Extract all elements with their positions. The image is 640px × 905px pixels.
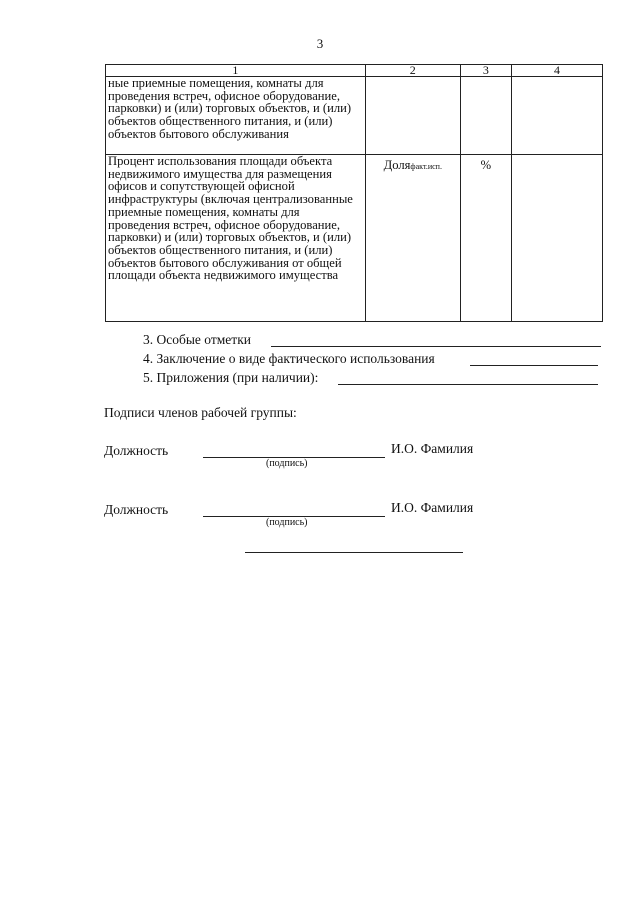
row-indicator: [365, 77, 460, 155]
signature-caption-1: (подпись): [266, 458, 308, 469]
header-cell-4: 4: [511, 65, 602, 77]
header-cell-2: 2: [365, 65, 460, 77]
signature-name-1: И.О. Фамилия: [391, 441, 474, 456]
header-cell-1: 1: [106, 65, 366, 77]
table-header-row: [106, 65, 603, 77]
indicator-main: Доля: [383, 158, 411, 172]
table-row: [106, 155, 603, 322]
row-indicator: [365, 155, 460, 322]
attachments-field[interactable]: [338, 384, 598, 385]
signatures-heading: Подписи членов рабочей группы:: [104, 405, 297, 420]
special-notes-label: 3. Особые отметки: [143, 332, 251, 347]
signature-role-2: Должность: [104, 502, 169, 517]
conclusion-field[interactable]: [470, 365, 598, 366]
signature-caption-2: (подпись): [266, 517, 308, 528]
special-notes-field[interactable]: [271, 346, 601, 347]
table-row: [106, 77, 603, 155]
attachments-label: 5. Приложения (при наличии):: [143, 370, 319, 385]
assessment-table: [105, 64, 603, 322]
row-unit: %: [460, 155, 511, 322]
conclusion-label: 4. Заключение о виде фактического использования: [143, 351, 435, 366]
row-value: [511, 155, 602, 322]
signature-name-2: И.О. Фамилия: [391, 500, 474, 515]
row-value: [511, 77, 602, 155]
row-description: Процент использования площади объекта недвижимого имущества для размещения офисов и сопутствующей офисной инфраструктуры (включая централизованные приемные помещения, комнаты для проведения встреч, офисное оборудование, парковки) и (или) торговых объектов, и (или) объектов общественного питания, и (или) объектов бытового обслуживания от общей площади объекта недвижимого имущества: [106, 155, 366, 322]
header-cell-3: 3: [460, 65, 511, 77]
indicator-subscript: факт.исп.: [410, 162, 442, 171]
page-number: 3: [316, 36, 324, 51]
row-unit: [460, 77, 511, 155]
signature-role-1: Должность: [104, 443, 169, 458]
closing-divider: [245, 552, 463, 553]
row-description: ные приемные помещения, комнаты для проведения встреч, офисное оборудование, парковки) и (или) торговых объектов, и (или) объектов общественного питания, и (или) объектов бытового обслуживания: [106, 77, 366, 155]
